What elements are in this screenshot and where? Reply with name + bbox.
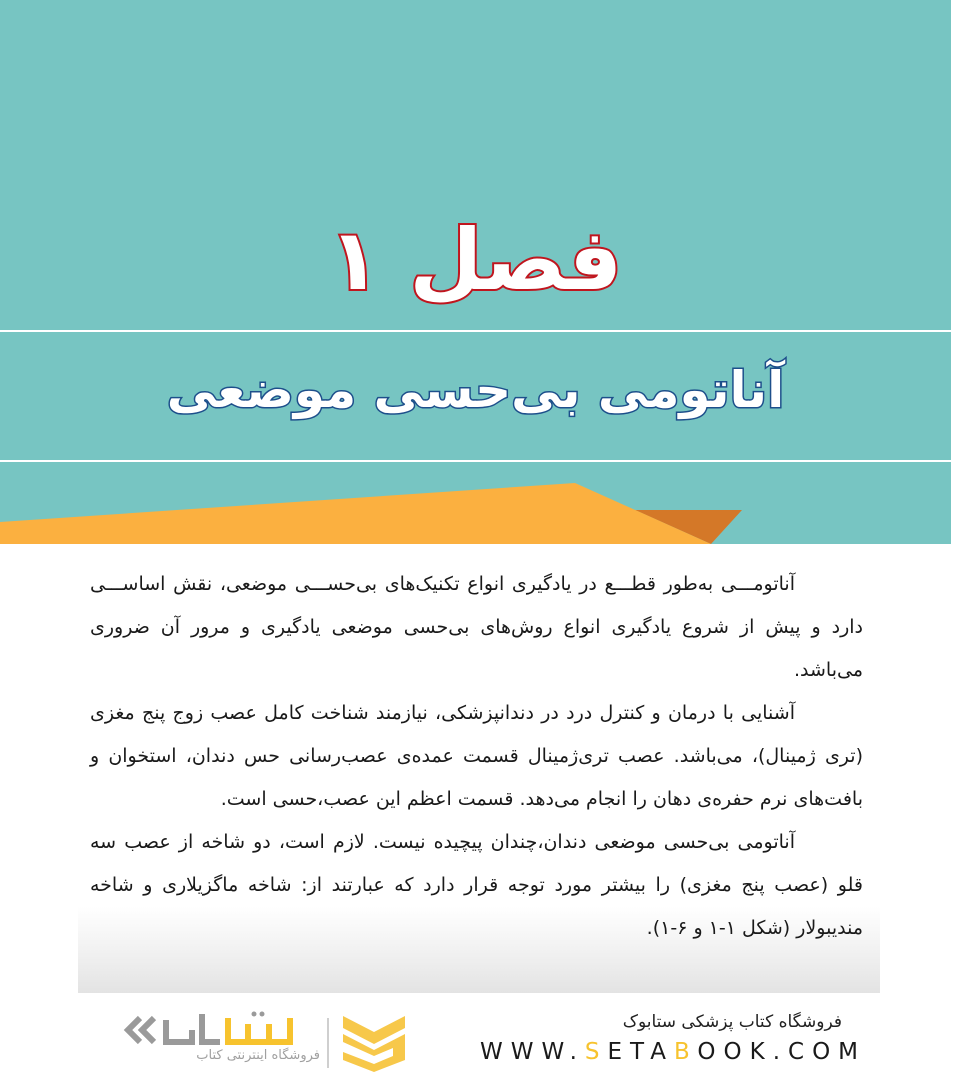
- setabook-chevron-logo-icon: [343, 1012, 405, 1072]
- paragraph: آناتومی بی‌حسی موضعی دندان،چندان پیچیده نیست. لازم است، دو شاخه از عصب سه قلو (عصب پنج مغزی) را بیشتر مورد توجه قرار دارد که عبارتند از: شاخه ماگزیلاری و شاخه مندیبولار (شکل ۱-۱ و ۶-۱).: [90, 831, 863, 939]
- logo-divider: [327, 1018, 329, 1068]
- url-part: WWW.: [480, 1039, 585, 1065]
- setabook-logo[interactable]: [120, 1010, 390, 1075]
- decorative-banner-shapes: [0, 470, 951, 544]
- url-accent-letter: S: [584, 1039, 608, 1065]
- store-info: [480, 1008, 867, 1068]
- divider-line: [0, 460, 951, 462]
- chapter-body-text: [90, 563, 863, 950]
- store-url-link[interactable]: [480, 1036, 867, 1068]
- chapter-title: فصل ۱: [328, 211, 623, 309]
- chapter-subtitle: آناتومی بی‌حسی موضعی: [166, 361, 785, 419]
- paragraph: آشنایی با درمان و کنترل درد در دندانپزشکی، نیازمند شناخت کامل عصب زوج پنج مغزی (تری ژمینال)، می‌باشد. عصب تری‌ژمینال قسمت عمده‌ی عصب‌رسانی حس دندان، استخوان و بافت‌های نرم حفره‌ی دهان را انجام می‌دهد. قسمت اعظم این عصب،حسی است.: [90, 702, 863, 810]
- url-part: OOK.COM: [697, 1039, 867, 1065]
- url-part: ETA: [607, 1039, 675, 1065]
- logo-tagline: فروشگاه اینترنتی کتاب: [196, 1048, 320, 1063]
- divider-line: [0, 330, 951, 332]
- setabook-wordmark-icon: [120, 1010, 320, 1050]
- paragraph: آناتومـــی به‌طور قطـــع در یادگیری انواع تکنیک‌های بی‌حســـی موضعی، نقش اساســـی دارد و پیش از شروع یادگیری انواع روش‌های بی‌حسی موضعی یادگیری و مرور آن ضروری می‌باشد.: [90, 573, 863, 681]
- store-name: فروشگاه کتاب پزشکی ستابوک: [622, 1012, 842, 1032]
- url-accent-letter: B: [674, 1039, 698, 1065]
